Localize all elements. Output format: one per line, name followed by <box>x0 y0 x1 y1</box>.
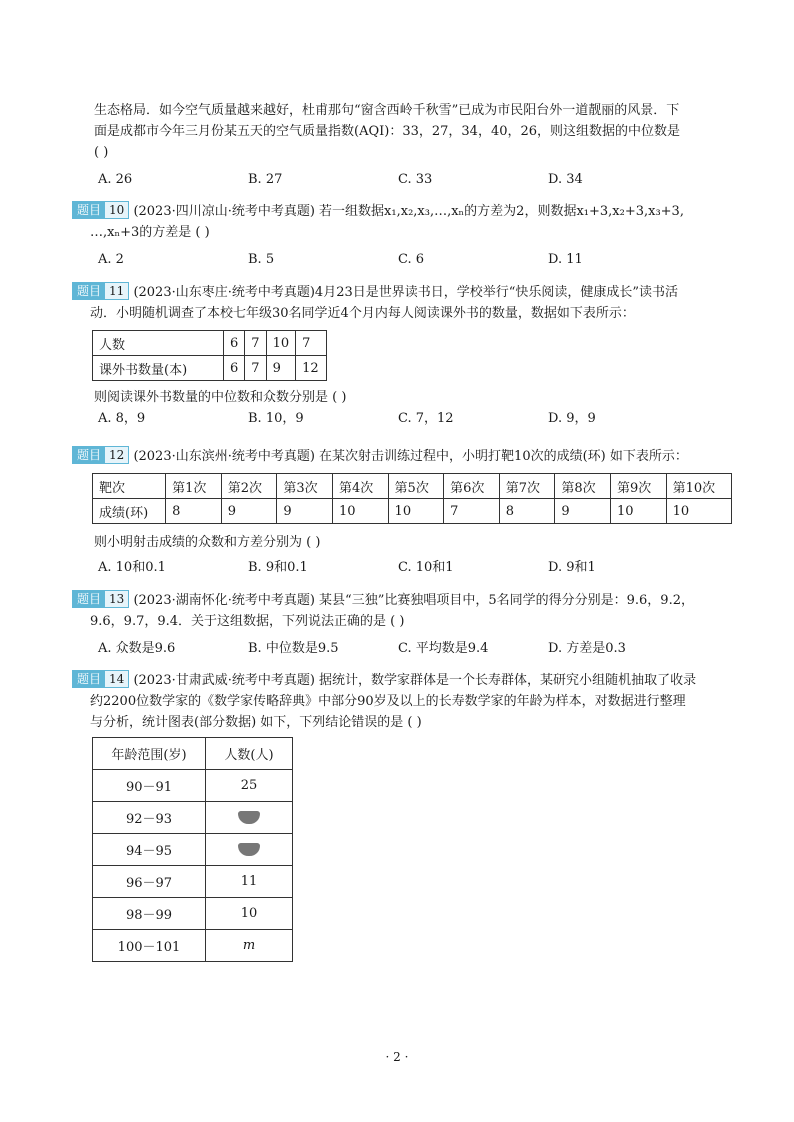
q9-option-b[interactable]: B. 27 <box>248 172 283 187</box>
q14-line3: 与分析，统计图表(部分数据) 如下，下列结论错误的是 ( ) <box>90 715 422 730</box>
q13-line1: (2023·湖南怀化·统考中考真题) 某县“三独”比赛独唱项目中，5名同学的得分分别是：9.6，9.2， <box>133 593 694 608</box>
table-row: 年龄范围(岁) 人数(人) <box>93 738 293 770</box>
page-number: · 2 · <box>385 1050 409 1064</box>
q9-options <box>94 169 734 190</box>
q12-question: 则小明射击成绩的众数和方差分别为 ( ) <box>94 535 321 550</box>
q10-tag: 题目 10 <box>72 201 129 219</box>
q11-line2: 动．小明随机调查了本校七年级30名同学近4个月内每人阅读课外书的数量，数据如下表所示： <box>90 306 635 321</box>
table-row: 100－101 m <box>93 930 293 962</box>
q12-option-d[interactable]: D. 9和1 <box>548 560 596 575</box>
q13-line2: 9.6，9.7，9.4．关于这组数据，下列说法正确的是 ( ) <box>90 614 405 629</box>
q11-option-d[interactable]: D. 9，9 <box>548 411 596 426</box>
q12-option-a[interactable]: A. 10和0.1 <box>98 560 166 575</box>
q14-line1: (2023·甘肃武威·统考中考真题) 据统计，数学家群体是一个长寿群体，某研究小组随机抽取了收录 <box>133 673 697 688</box>
q9-option-c[interactable]: C. 33 <box>398 172 433 187</box>
q12-options <box>94 557 734 578</box>
q9-option-a[interactable]: A. 26 <box>98 172 133 187</box>
q13-options <box>94 638 734 659</box>
q10-option-c[interactable]: C. 6 <box>398 252 425 267</box>
q13-option-d[interactable]: D. 方差是0.3 <box>548 641 626 656</box>
table-row: 92－93 <box>93 802 293 834</box>
q11-tag: 题目 11 <box>72 282 129 300</box>
q12-option-c[interactable]: C. 10和1 <box>398 560 454 575</box>
ink-blot-icon <box>238 811 260 824</box>
q9-line1: 生态格局．如今空气质量越来越好，杜甫那句“窗含西岭千秋雪”已成为市民阳台外一道靓丽的风景．下 <box>94 103 680 118</box>
q11-option-c[interactable]: C. 7，12 <box>398 411 454 426</box>
question-9 <box>94 100 734 190</box>
q10-option-d[interactable]: D. 11 <box>548 252 583 267</box>
q10-options <box>94 249 734 270</box>
q13-option-a[interactable]: A. 众数是9.6 <box>98 641 176 656</box>
question-13 <box>72 590 734 659</box>
question-11 <box>72 282 734 429</box>
q12-tag: 题目 12 <box>72 446 129 464</box>
table-row: 90－91 25 <box>93 770 293 802</box>
question-14 <box>72 670 734 962</box>
q10-line2: …,xₙ+3的方差是 ( ) <box>90 225 210 240</box>
question-10 <box>72 201 734 270</box>
q11-option-a[interactable]: A. 8，9 <box>98 411 146 426</box>
q14-line2: 约2200位数学家的《数学家传略辞典》中部分90岁及以上的长寿数学家的年龄为样本，对数据进行整理 <box>90 694 686 709</box>
table-row: 人数 6 7 10 7 <box>93 331 327 356</box>
table-row: 98－99 10 <box>93 898 293 930</box>
question-12 <box>72 446 734 578</box>
q12-option-b[interactable]: B. 9和0.1 <box>248 560 308 575</box>
q11-line1: (2023·山东枣庄·统考中考真题)4月23日是世界读书日，学校举行“快乐阅读，健康成长”读书活 <box>133 285 679 300</box>
q13-option-b[interactable]: B. 中位数是9.5 <box>248 641 339 656</box>
q10-option-b[interactable]: B. 5 <box>248 252 275 267</box>
table-row: 课外书数量(本) 6 7 9 12 <box>93 356 327 381</box>
q11-option-b[interactable]: B. 10，9 <box>248 411 304 426</box>
q10-option-a[interactable]: A. 2 <box>98 252 124 267</box>
q14-tag: 题目 14 <box>72 670 129 688</box>
q12-line1: (2023·山东滨州·统考中考真题) 在某次射击训练过程中，小明打靶10次的成绩(环) 如下表所示： <box>133 449 688 464</box>
table-row: 成绩(环) 8 9 9 10 10 7 8 9 10 10 <box>93 499 732 524</box>
q13-tag: 题目 13 <box>72 590 129 608</box>
q9-line3: ( ) <box>94 145 109 160</box>
q11-question: 则阅读课外书数量的中位数和众数分别是 ( ) <box>94 390 347 405</box>
table-row: 96－97 11 <box>93 866 293 898</box>
table-row: 94－95 <box>93 834 293 866</box>
q11-options <box>94 408 734 429</box>
q13-option-c[interactable]: C. 平均数是9.4 <box>398 641 489 656</box>
q12-table <box>92 473 732 524</box>
q11-table <box>92 330 327 381</box>
table-row: 靶次 第1次 第2次 第3次 第4次 第5次 第6次 第7次 第8次 第9次 第10次 <box>93 474 732 499</box>
q14-table <box>92 737 293 962</box>
ink-blot-icon <box>238 843 260 856</box>
q9-line2: 面是成都市今年三月份某五天的空气质量指数(AQI)：33，27，34，40，26，则这组数据的中位数是 <box>94 124 681 139</box>
q10-line1: (2023·四川凉山·统考中考真题) 若一组数据x₁,x₂,x₃,…,xₙ的方差为2，则数据x₁+3,x₂+3,x₃+3, <box>133 204 684 219</box>
q9-option-d[interactable]: D. 34 <box>548 172 583 187</box>
